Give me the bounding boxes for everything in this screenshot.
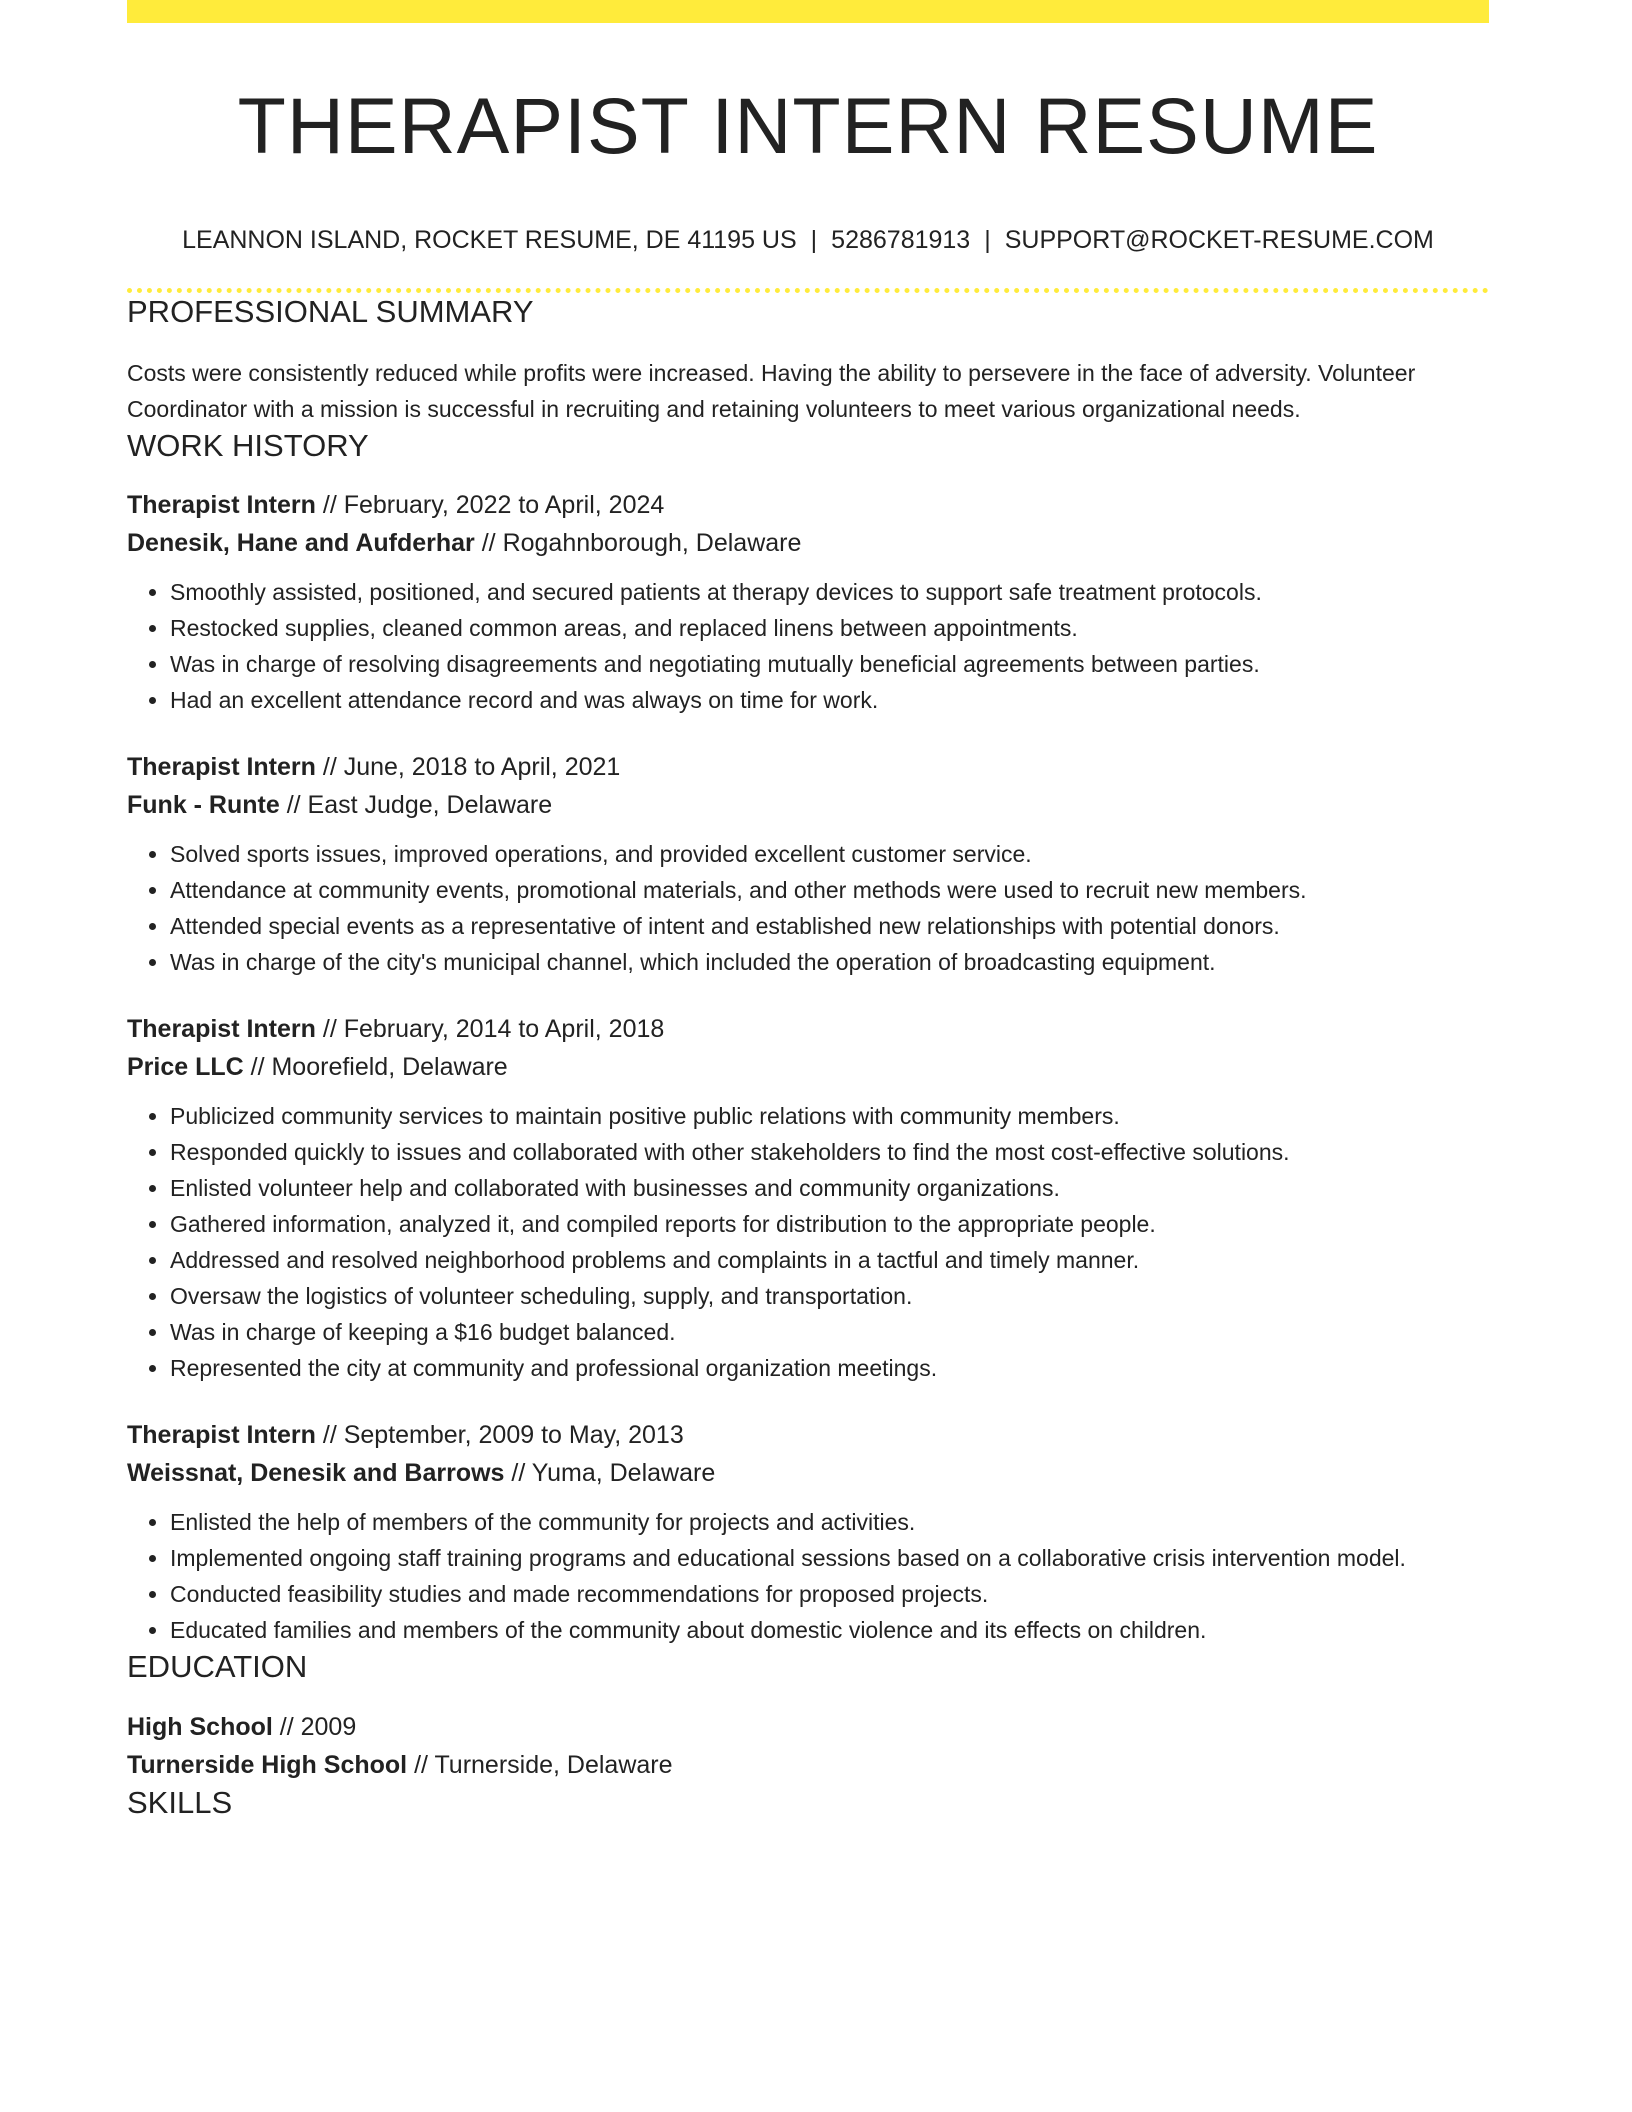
job-bullets bbox=[127, 836, 1489, 980]
job-bullet: • Attendance at community events, promotional materials, and other methods were used to recruit new members. bbox=[170, 872, 1489, 908]
job-company-line bbox=[127, 524, 1489, 562]
job-company-line bbox=[127, 1048, 1489, 1086]
summary-heading: PROFESSIONAL SUMMARY bbox=[127, 293, 534, 329]
job-bullet: • Smoothly assisted, positioned, and secured patients at therapy devices to support safe treatment protocols. bbox=[170, 574, 1489, 610]
education-heading: EDUCATION bbox=[127, 1649, 308, 1685]
job-bullet: • Solved sports issues, improved operations, and provided excellent customer service. bbox=[170, 836, 1489, 872]
job-location: // East Judge, Delaware bbox=[279, 791, 553, 820]
job-company: Price LLC bbox=[127, 1053, 244, 1082]
job-bullet: • Enlisted the help of members of the community for projects and activities. bbox=[170, 1504, 1489, 1540]
job-title-line bbox=[127, 748, 1489, 786]
job-company-line bbox=[127, 786, 1489, 824]
job-bullet: • Enlisted volunteer help and collaborated with businesses and community organizations. bbox=[170, 1170, 1489, 1206]
job-bullet: • Was in charge of the city's municipal channel, which included the operation of broadcasting equipment. bbox=[170, 944, 1489, 980]
job-title: Therapist Intern bbox=[127, 753, 316, 782]
education-school-line bbox=[127, 1746, 1489, 1784]
contact-phone: 5286781913 bbox=[831, 225, 971, 254]
job-title-line bbox=[127, 486, 1489, 524]
job-company: Denesik, Hane and Aufderhar bbox=[127, 529, 475, 558]
skills-heading: SKILLS bbox=[127, 1784, 233, 1820]
job-location: // Rogahnborough, Delaware bbox=[474, 529, 802, 558]
job-title-line bbox=[127, 1416, 1489, 1454]
job-entry bbox=[127, 1416, 1489, 1648]
job-bullet: • Responded quickly to issues and collaborated with other stakeholders to find the most cost-effective solutions. bbox=[170, 1134, 1489, 1170]
job-dates: // February, 2014 to April, 2018 bbox=[315, 1015, 665, 1044]
job-bullet: • Implemented ongoing staff training programs and educational sessions based on a collaborative crisis intervention model. bbox=[170, 1540, 1489, 1576]
job-bullet: • Restocked supplies, cleaned common areas, and replaced linens between appointments. bbox=[170, 610, 1489, 646]
job-bullet: • Attended special events as a representative of intent and established new relationships with potential donors. bbox=[170, 908, 1489, 944]
job-dates: // February, 2022 to April, 2024 bbox=[315, 491, 665, 520]
job-bullet: • Oversaw the logistics of volunteer scheduling, supply, and transportation. bbox=[170, 1278, 1489, 1314]
resume-title: THERAPIST INTERN RESUME bbox=[237, 81, 1379, 170]
job-dates: // September, 2009 to May, 2013 bbox=[315, 1421, 684, 1450]
job-bullet: • Gathered information, analyzed it, and compiled reports for distribution to the appropriate people. bbox=[170, 1206, 1489, 1242]
education-degree: High School bbox=[127, 1712, 273, 1741]
resume-page bbox=[127, 0, 1489, 1821]
job-bullets bbox=[127, 1504, 1489, 1648]
job-bullet: • Was in charge of resolving disagreements and negotiating mutually beneficial agreements between parties. bbox=[170, 646, 1489, 682]
job-title-line bbox=[127, 1010, 1489, 1048]
job-bullet: • Addressed and resolved neighborhood problems and complaints in a tactful and timely manner. bbox=[170, 1242, 1489, 1278]
contact-separator: | bbox=[984, 225, 991, 254]
education-year: // 2009 bbox=[272, 1712, 357, 1741]
education-degree-line bbox=[127, 1708, 1489, 1746]
job-entry bbox=[127, 748, 1489, 980]
job-bullet: • Conducted feasibility studies and made recommendations for proposed projects. bbox=[170, 1576, 1489, 1612]
education-location: // Turnerside, Delaware bbox=[407, 1750, 673, 1779]
job-bullets bbox=[127, 574, 1489, 718]
job-title: Therapist Intern bbox=[127, 491, 316, 520]
accent-bar bbox=[127, 0, 1489, 23]
job-bullet: • Represented the city at community and professional organization meetings. bbox=[170, 1350, 1489, 1386]
job-bullet: • Had an excellent attendance record and was always on time for work. bbox=[170, 682, 1489, 718]
job-dates: // June, 2018 to April, 2021 bbox=[315, 753, 621, 782]
job-company: Funk - Runte bbox=[127, 791, 280, 820]
contact-address: LEANNON ISLAND, ROCKET RESUME, DE 41195 US bbox=[182, 225, 797, 254]
job-entry bbox=[127, 1010, 1489, 1386]
job-company: Weissnat, Denesik and Barrows bbox=[127, 1459, 505, 1488]
job-company-line bbox=[127, 1454, 1489, 1492]
contact-separator: | bbox=[810, 225, 818, 254]
work-history-heading: WORK HISTORY bbox=[127, 428, 369, 464]
job-title: Therapist Intern bbox=[127, 1421, 316, 1450]
job-bullet: • Publicized community services to maintain positive public relations with community members. bbox=[170, 1098, 1489, 1134]
contact-line bbox=[127, 225, 1489, 255]
job-bullet: • Educated families and members of the community about domestic violence and its effects on children. bbox=[170, 1612, 1489, 1648]
job-location: // Moorefield, Delaware bbox=[243, 1053, 508, 1082]
education-school: Turnerside High School bbox=[127, 1750, 408, 1779]
job-bullet: • Was in charge of keeping a $16 budget balanced. bbox=[170, 1314, 1489, 1350]
summary-text: Costs were consistently reduced while profits were increased. Having the ability to persevere in the face of adversity. Volunteer Coordinator with a mission is successful in recruiting and retaining volunteers to meet various organizational needs. bbox=[127, 360, 1416, 423]
job-bullets bbox=[127, 1098, 1489, 1386]
job-location: // Yuma, Delaware bbox=[504, 1459, 716, 1488]
education-entry bbox=[127, 1708, 1489, 1784]
job-entry bbox=[127, 486, 1489, 718]
job-title: Therapist Intern bbox=[127, 1015, 316, 1044]
contact-email: SUPPORT@ROCKET-RESUME.COM bbox=[1004, 225, 1434, 254]
